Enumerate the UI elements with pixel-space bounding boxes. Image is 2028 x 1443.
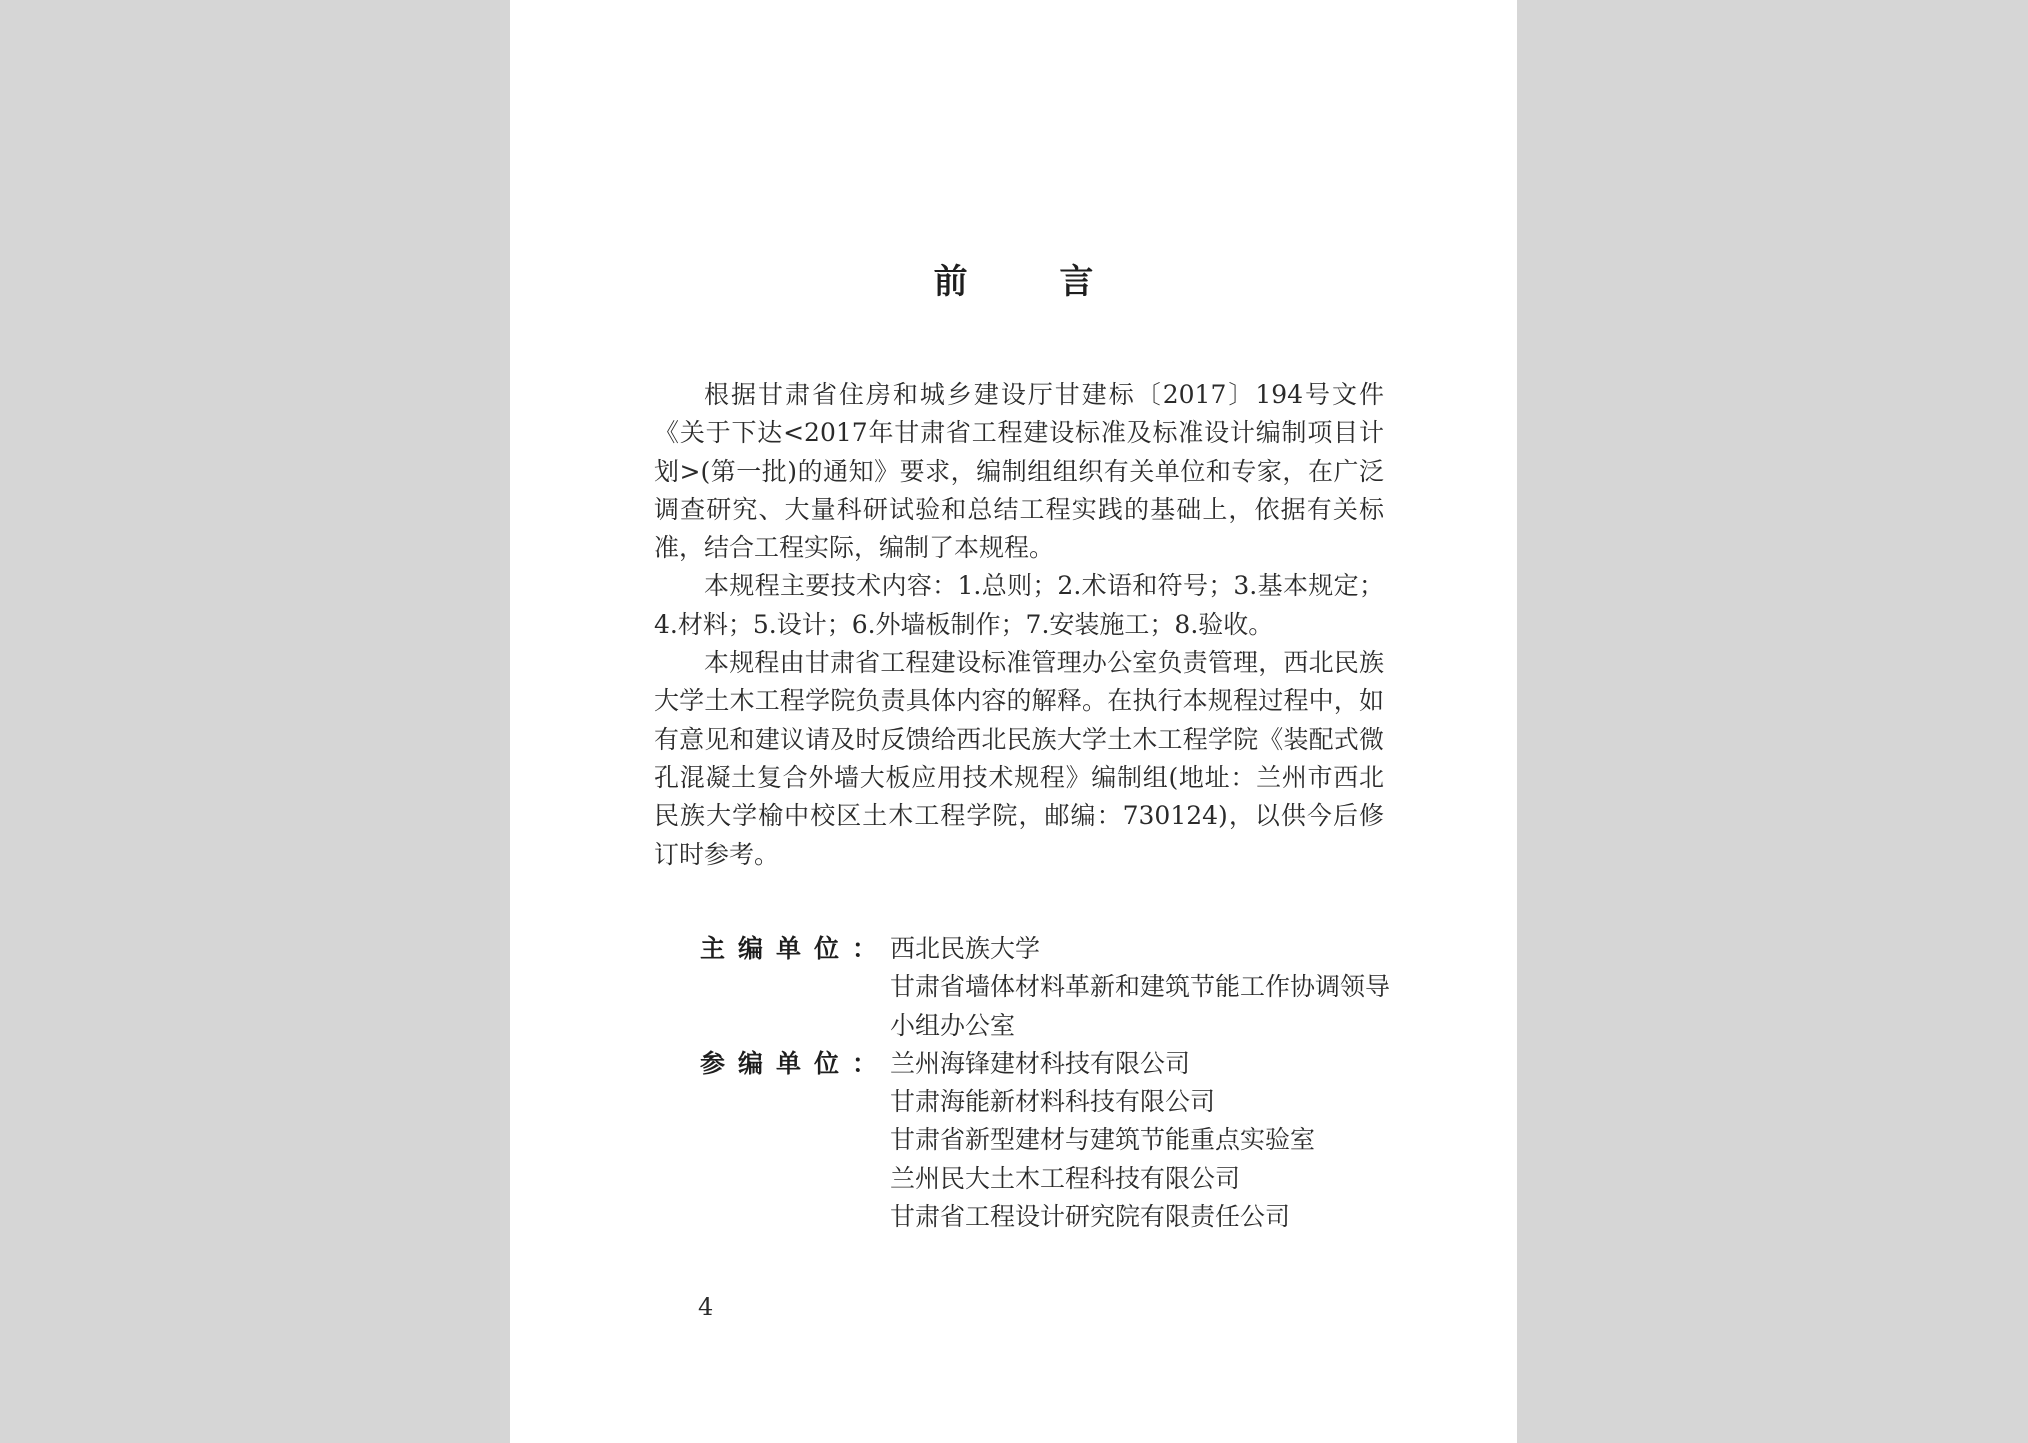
participating-units-label: 参编单位： bbox=[700, 1048, 891, 1078]
participating-units-list bbox=[890, 1045, 1400, 1236]
paragraph-basis: 根据甘肃省住房和城乡建设厅甘建标〔2017〕194号文件《关于下达<2017年甘肃省工程建设标准及标准设计编制项目计划>(第一批)的通知》要求，编制组组织有关单位和专家，在广泛调查研究、大量科研试验和总结工程实践的基础上，依据有关标准，结合工程实际，编制了本规程。 bbox=[654, 380, 1384, 563]
participating-unit-item: 甘肃省新型建材与建筑节能重点实验室 bbox=[890, 1125, 1316, 1155]
chief-unit-item: 甘肃省墙体材料革新和建筑节能工作协调领导小组办公室 bbox=[890, 972, 1391, 1040]
preface-body bbox=[654, 376, 1384, 874]
participating-units-row bbox=[700, 1045, 1400, 1236]
chief-units-label: 主编单位： bbox=[700, 934, 891, 963]
participating-unit-item: 兰州海锋建材科技有限公司 bbox=[890, 1048, 1191, 1078]
chief-units-row bbox=[700, 930, 1400, 1045]
participating-unit-item: 兰州民大土木工程科技有限公司 bbox=[890, 1163, 1241, 1193]
editing-units bbox=[700, 930, 1400, 1236]
document-page bbox=[510, 0, 1517, 1443]
page-title: 前 言 bbox=[933, 262, 1134, 302]
paragraph-management: 本规程由甘肃省工程建设标准管理办公室负责管理，西北民族大学土木工程学院负责具体内容的解释。在执行本规程过程中，如有意见和建议请及时反馈给西北民族大学土木工程学院《装配式微孔混凝土复合外墙大板应用技术规程》编制组(地址：兰州市西北民族大学榆中校区土木工程学院，邮编：730124)，以供今后修订时参考。 bbox=[654, 648, 1384, 869]
participating-unit-item: 甘肃省工程设计研究院有限责任公司 bbox=[890, 1202, 1291, 1232]
paragraph-contents: 本规程主要技术内容：1.总则；2.术语和符号；3.基本规定；4.材料；5.设计；6.外墙板制作；7.安装施工；8.验收。 bbox=[654, 571, 1384, 639]
chief-units-list bbox=[890, 930, 1400, 1045]
page-number: 4 bbox=[698, 1293, 714, 1321]
participating-unit-item: 甘肃海能新材料科技有限公司 bbox=[890, 1087, 1216, 1117]
chief-unit-item: 西北民族大学 bbox=[890, 934, 1041, 963]
